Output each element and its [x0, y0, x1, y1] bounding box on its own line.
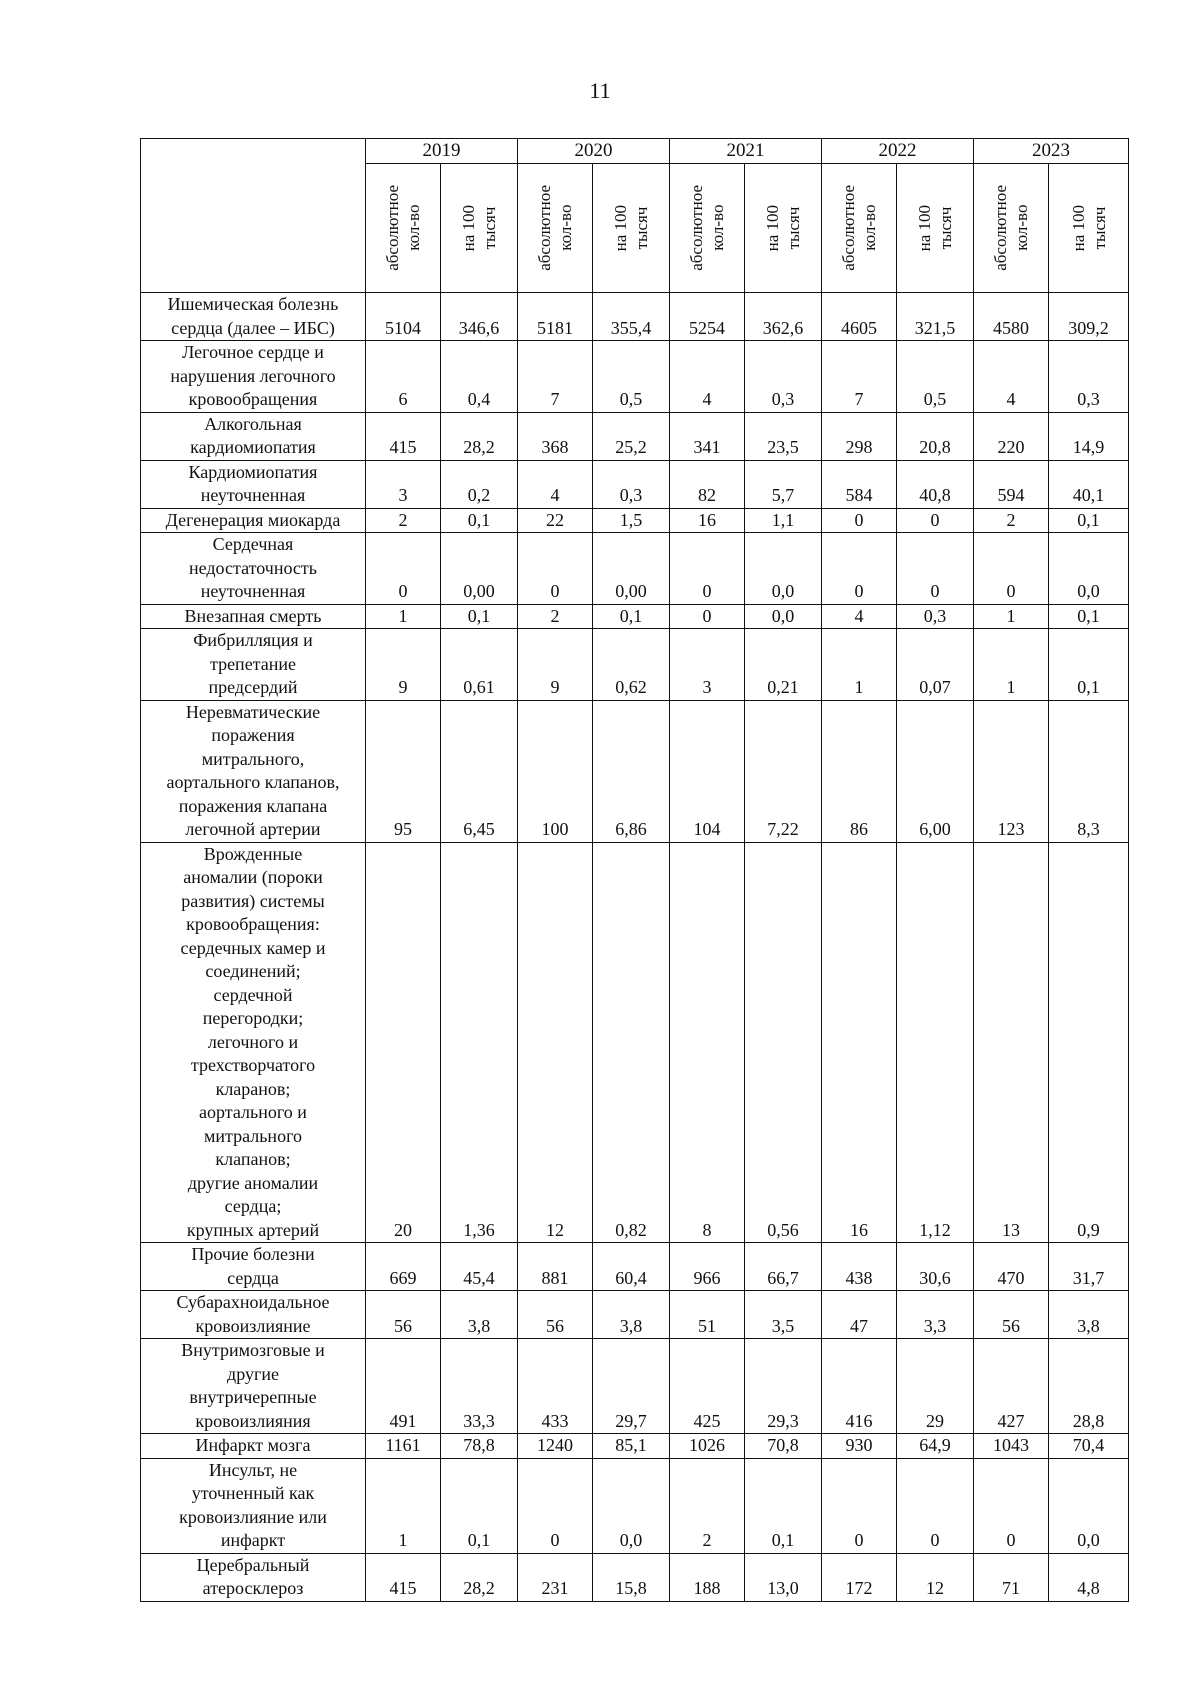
subheader-per-100k-text: на 100 тысяч	[763, 204, 803, 252]
rate-per-100k-cell: 1,5	[593, 508, 670, 533]
rate-per-100k-cell: 0,00	[441, 533, 518, 605]
absolute-count-cell: 341	[670, 412, 745, 460]
absolute-count-cell: 51	[670, 1291, 745, 1339]
absolute-count-cell: 6	[366, 341, 441, 413]
absolute-count-cell: 7	[518, 341, 593, 413]
absolute-count-cell: 594	[974, 460, 1049, 508]
table-row	[141, 629, 1129, 701]
rate-per-100k-cell: 28,2	[441, 1553, 518, 1601]
absolute-count-cell: 4605	[822, 293, 897, 341]
rate-per-100k-cell: 3,8	[1049, 1291, 1129, 1339]
page-number: 11	[589, 78, 611, 103]
absolute-count-cell: 0	[518, 533, 593, 605]
absolute-count-cell: 12	[518, 842, 593, 1243]
rate-per-100k-cell: 0,56	[745, 842, 822, 1243]
rate-per-100k-cell: 85,1	[593, 1434, 670, 1459]
row-label: Дегенерация миокарда	[141, 508, 366, 533]
rate-per-100k-cell: 0	[897, 1458, 974, 1553]
row-label: Врожденные аномалии (пороки развития) системы кровообращения: сердечных камер и соединений; сердечной перегородки; легочного и трехстворчатого кларанов; аортального и митрального клапанов; другие аномалии сердца; крупных артерий	[141, 842, 366, 1243]
rate-per-100k-cell: 355,4	[593, 293, 670, 341]
year-header-2021: 2021	[670, 139, 822, 164]
absolute-count-cell: 966	[670, 1243, 745, 1291]
year-header-2019: 2019	[366, 139, 518, 164]
table-row	[141, 842, 1129, 1243]
row-label: Субарахноидальное кровоизлияние	[141, 1291, 366, 1339]
rate-per-100k-cell: 40,1	[1049, 460, 1129, 508]
absolute-count-cell: 4	[670, 341, 745, 413]
absolute-count-cell: 0	[822, 1458, 897, 1553]
rate-per-100k-cell: 0,1	[593, 604, 670, 629]
subheader-per-100k-text: на 100 тысяч	[915, 204, 955, 252]
row-label: Прочие болезни сердца	[141, 1243, 366, 1291]
table-row	[141, 1434, 1129, 1459]
absolute-count-cell: 491	[366, 1339, 441, 1434]
absolute-count-cell: 1	[974, 604, 1049, 629]
rate-per-100k-cell: 70,8	[745, 1434, 822, 1459]
absolute-count-cell: 7	[822, 341, 897, 413]
rate-per-100k-cell: 6,45	[441, 700, 518, 842]
rate-per-100k-cell: 60,4	[593, 1243, 670, 1291]
table-row	[141, 460, 1129, 508]
year-header-2023: 2023	[974, 139, 1129, 164]
absolute-count-cell: 3	[670, 629, 745, 701]
absolute-count-cell: 22	[518, 508, 593, 533]
absolute-count-cell: 4	[822, 604, 897, 629]
row-label: Неревматические поражения митрального, аортального клапанов, поражения клапана легочной артерии	[141, 700, 366, 842]
rate-per-100k-cell: 0,9	[1049, 842, 1129, 1243]
row-label: Алкогольная кардиомиопатия	[141, 412, 366, 460]
row-label: Ишемическая болезнь сердца (далее – ИБС)	[141, 293, 366, 341]
rate-per-100k-cell: 33,3	[441, 1339, 518, 1434]
rate-per-100k-cell: 3,8	[593, 1291, 670, 1339]
subheader-absolute-count-text: абсолютное кол-во	[535, 185, 575, 271]
absolute-count-cell: 0	[366, 533, 441, 605]
absolute-count-cell: 5254	[670, 293, 745, 341]
rate-per-100k-cell: 0,1	[1049, 508, 1129, 533]
absolute-count-cell: 0	[518, 1458, 593, 1553]
table-corner-cell	[141, 139, 366, 293]
rate-per-100k-cell: 6,86	[593, 700, 670, 842]
absolute-count-cell: 438	[822, 1243, 897, 1291]
rate-per-100k-cell: 0,3	[593, 460, 670, 508]
table-row	[141, 1553, 1129, 1601]
table-body	[141, 293, 1129, 1602]
rate-per-100k-cell: 362,6	[745, 293, 822, 341]
table-row	[141, 1291, 1129, 1339]
absolute-count-cell: 881	[518, 1243, 593, 1291]
rate-per-100k-cell: 7,22	[745, 700, 822, 842]
rate-per-100k-cell: 8,3	[1049, 700, 1129, 842]
table-row	[141, 293, 1129, 341]
row-label: Церебральный атеросклероз	[141, 1553, 366, 1601]
rate-per-100k-cell: 64,9	[897, 1434, 974, 1459]
row-label: Инсульт, не уточненный как кровоизлияние или инфаркт	[141, 1458, 366, 1553]
year-header-2022: 2022	[822, 139, 974, 164]
rate-per-100k-cell: 346,6	[441, 293, 518, 341]
absolute-count-cell: 123	[974, 700, 1049, 842]
mortality-table	[140, 138, 1129, 1602]
absolute-count-cell: 470	[974, 1243, 1049, 1291]
absolute-count-cell: 416	[822, 1339, 897, 1434]
absolute-count-cell: 220	[974, 412, 1049, 460]
absolute-count-cell: 2	[518, 604, 593, 629]
rate-per-100k-cell: 15,8	[593, 1553, 670, 1601]
table-row	[141, 341, 1129, 413]
rate-per-100k-cell: 321,5	[897, 293, 974, 341]
rate-per-100k-cell: 0,1	[441, 508, 518, 533]
table-row	[141, 508, 1129, 533]
subheader-absolute-count-text: абсолютное кол-во	[687, 185, 727, 271]
subheader-per-100k	[593, 164, 670, 293]
absolute-count-cell: 5104	[366, 293, 441, 341]
subheader-per-100k-text: на 100 тысяч	[459, 204, 499, 252]
rate-per-100k-cell: 3,3	[897, 1291, 974, 1339]
absolute-count-cell: 298	[822, 412, 897, 460]
absolute-count-cell: 4	[518, 460, 593, 508]
rate-per-100k-cell: 0,62	[593, 629, 670, 701]
row-label: Легочное сердце и нарушения легочного кровообращения	[141, 341, 366, 413]
absolute-count-cell: 0	[822, 533, 897, 605]
absolute-count-cell: 8	[670, 842, 745, 1243]
rate-per-100k-cell: 0,0	[1049, 533, 1129, 605]
rate-per-100k-cell: 0,3	[897, 604, 974, 629]
absolute-count-cell: 1026	[670, 1434, 745, 1459]
rate-per-100k-cell: 28,8	[1049, 1339, 1129, 1434]
absolute-count-cell: 0	[822, 508, 897, 533]
rate-per-100k-cell: 0,5	[897, 341, 974, 413]
subheader-absolute-count	[974, 164, 1049, 293]
absolute-count-cell: 0	[974, 533, 1049, 605]
rate-per-100k-cell: 45,4	[441, 1243, 518, 1291]
absolute-count-cell: 86	[822, 700, 897, 842]
rate-per-100k-cell: 0,1	[441, 1458, 518, 1553]
absolute-count-cell: 47	[822, 1291, 897, 1339]
row-label: Фибрилляция и трепетание предсердий	[141, 629, 366, 701]
absolute-count-cell: 95	[366, 700, 441, 842]
subheader-per-100k	[745, 164, 822, 293]
absolute-count-cell: 669	[366, 1243, 441, 1291]
rate-per-100k-cell: 0,0	[745, 533, 822, 605]
absolute-count-cell: 1	[366, 604, 441, 629]
rate-per-100k-cell: 0,07	[897, 629, 974, 701]
subheader-absolute-count	[670, 164, 745, 293]
rate-per-100k-cell: 0,0	[593, 1458, 670, 1553]
row-label: Внезапная смерть	[141, 604, 366, 629]
rate-per-100k-cell: 5,7	[745, 460, 822, 508]
absolute-count-cell: 427	[974, 1339, 1049, 1434]
rate-per-100k-cell: 20,8	[897, 412, 974, 460]
rate-per-100k-cell: 0,3	[1049, 341, 1129, 413]
table-row	[141, 1339, 1129, 1434]
rate-per-100k-cell: 13,0	[745, 1553, 822, 1601]
rate-per-100k-cell: 28,2	[441, 412, 518, 460]
absolute-count-cell: 0	[670, 604, 745, 629]
absolute-count-cell: 16	[670, 508, 745, 533]
absolute-count-cell: 1043	[974, 1434, 1049, 1459]
rate-per-100k-cell: 25,2	[593, 412, 670, 460]
rate-per-100k-cell: 309,2	[1049, 293, 1129, 341]
rate-per-100k-cell: 0,82	[593, 842, 670, 1243]
absolute-count-cell: 4580	[974, 293, 1049, 341]
absolute-count-cell: 368	[518, 412, 593, 460]
rate-per-100k-cell: 0,2	[441, 460, 518, 508]
absolute-count-cell: 1	[366, 1458, 441, 1553]
absolute-count-cell: 56	[518, 1291, 593, 1339]
absolute-count-cell: 104	[670, 700, 745, 842]
subheader-absolute-count	[822, 164, 897, 293]
rate-per-100k-cell: 78,8	[441, 1434, 518, 1459]
absolute-count-cell: 2	[670, 1458, 745, 1553]
subheader-per-100k-text: на 100 тысяч	[1068, 204, 1109, 252]
rate-per-100k-cell: 12	[897, 1553, 974, 1601]
rate-per-100k-cell: 29,7	[593, 1339, 670, 1434]
absolute-count-cell: 4	[974, 341, 1049, 413]
absolute-count-cell: 231	[518, 1553, 593, 1601]
absolute-count-cell: 56	[974, 1291, 1049, 1339]
rate-per-100k-cell: 29	[897, 1339, 974, 1434]
rate-per-100k-cell: 3,5	[745, 1291, 822, 1339]
absolute-count-cell: 100	[518, 700, 593, 842]
absolute-count-cell: 3	[366, 460, 441, 508]
subheader-per-100k	[1049, 164, 1129, 293]
rate-per-100k-cell: 14,9	[1049, 412, 1129, 460]
absolute-count-cell: 584	[822, 460, 897, 508]
row-label: Внутримозговые и другие внутричерепные кровоизлияния	[141, 1339, 366, 1434]
subheader-per-100k	[897, 164, 974, 293]
subheader-absolute-count-text: абсолютное кол-во	[839, 185, 879, 271]
absolute-count-cell: 930	[822, 1434, 897, 1459]
absolute-count-cell: 82	[670, 460, 745, 508]
rate-per-100k-cell: 3,8	[441, 1291, 518, 1339]
row-label: Сердечная недостаточность неуточненная	[141, 533, 366, 605]
absolute-count-cell: 425	[670, 1339, 745, 1434]
absolute-count-cell: 188	[670, 1553, 745, 1601]
rate-per-100k-cell: 0,1	[1049, 604, 1129, 629]
absolute-count-cell: 1161	[366, 1434, 441, 1459]
absolute-count-cell: 9	[366, 629, 441, 701]
rate-per-100k-cell: 40,8	[897, 460, 974, 508]
subheader-absolute-count-text: абсолютное кол-во	[991, 185, 1031, 271]
absolute-count-cell: 415	[366, 1553, 441, 1601]
rate-per-100k-cell: 0,21	[745, 629, 822, 701]
rate-per-100k-cell: 0	[897, 508, 974, 533]
rate-per-100k-cell: 0,1	[1049, 629, 1129, 701]
table-row	[141, 533, 1129, 605]
rate-per-100k-cell: 0,3	[745, 341, 822, 413]
rate-per-100k-cell: 66,7	[745, 1243, 822, 1291]
absolute-count-cell: 415	[366, 412, 441, 460]
absolute-count-cell: 2	[366, 508, 441, 533]
rate-per-100k-cell: 0,1	[745, 1458, 822, 1553]
table-row	[141, 412, 1129, 460]
table-row	[141, 604, 1129, 629]
absolute-count-cell: 172	[822, 1553, 897, 1601]
rate-per-100k-cell: 70,4	[1049, 1434, 1129, 1459]
absolute-count-cell: 71	[974, 1553, 1049, 1601]
subheader-absolute-count	[518, 164, 593, 293]
absolute-count-cell: 1	[822, 629, 897, 701]
absolute-count-cell: 2	[974, 508, 1049, 533]
rate-per-100k-cell: 29,3	[745, 1339, 822, 1434]
rate-per-100k-cell: 4,8	[1049, 1553, 1129, 1601]
table-row	[141, 1458, 1129, 1553]
absolute-count-cell: 56	[366, 1291, 441, 1339]
absolute-count-cell: 0	[974, 1458, 1049, 1553]
subheader-absolute-count-text: абсолютное кол-во	[383, 185, 423, 271]
absolute-count-cell: 13	[974, 842, 1049, 1243]
absolute-count-cell: 9	[518, 629, 593, 701]
absolute-count-cell: 5181	[518, 293, 593, 341]
subheader-per-100k-text: на 100 тысяч	[611, 204, 651, 252]
absolute-count-cell: 20	[366, 842, 441, 1243]
rate-per-100k-cell: 6,00	[897, 700, 974, 842]
rate-per-100k-cell: 1,36	[441, 842, 518, 1243]
rate-per-100k-cell: 0,5	[593, 341, 670, 413]
rate-per-100k-cell: 1,12	[897, 842, 974, 1243]
year-header-row	[141, 139, 1129, 164]
absolute-count-cell: 1240	[518, 1434, 593, 1459]
rate-per-100k-cell: 0,61	[441, 629, 518, 701]
subheader-absolute-count	[366, 164, 441, 293]
absolute-count-cell: 0	[670, 533, 745, 605]
row-label: Кардиомиопатия неуточненная	[141, 460, 366, 508]
rate-per-100k-cell: 0,1	[441, 604, 518, 629]
absolute-count-cell: 433	[518, 1339, 593, 1434]
absolute-count-cell: 16	[822, 842, 897, 1243]
table-row	[141, 1243, 1129, 1291]
rate-per-100k-cell: 1,1	[745, 508, 822, 533]
row-label: Инфаркт мозга	[141, 1434, 366, 1459]
subheader-per-100k	[441, 164, 518, 293]
rate-per-100k-cell: 0,4	[441, 341, 518, 413]
rate-per-100k-cell: 0,0	[1049, 1458, 1129, 1553]
rate-per-100k-cell: 23,5	[745, 412, 822, 460]
rate-per-100k-cell: 0	[897, 533, 974, 605]
table-row	[141, 700, 1129, 842]
rate-per-100k-cell: 0,00	[593, 533, 670, 605]
rate-per-100k-cell: 31,7	[1049, 1243, 1129, 1291]
rate-per-100k-cell: 0,0	[745, 604, 822, 629]
year-header-2020: 2020	[518, 139, 670, 164]
rate-per-100k-cell: 30,6	[897, 1243, 974, 1291]
absolute-count-cell: 1	[974, 629, 1049, 701]
